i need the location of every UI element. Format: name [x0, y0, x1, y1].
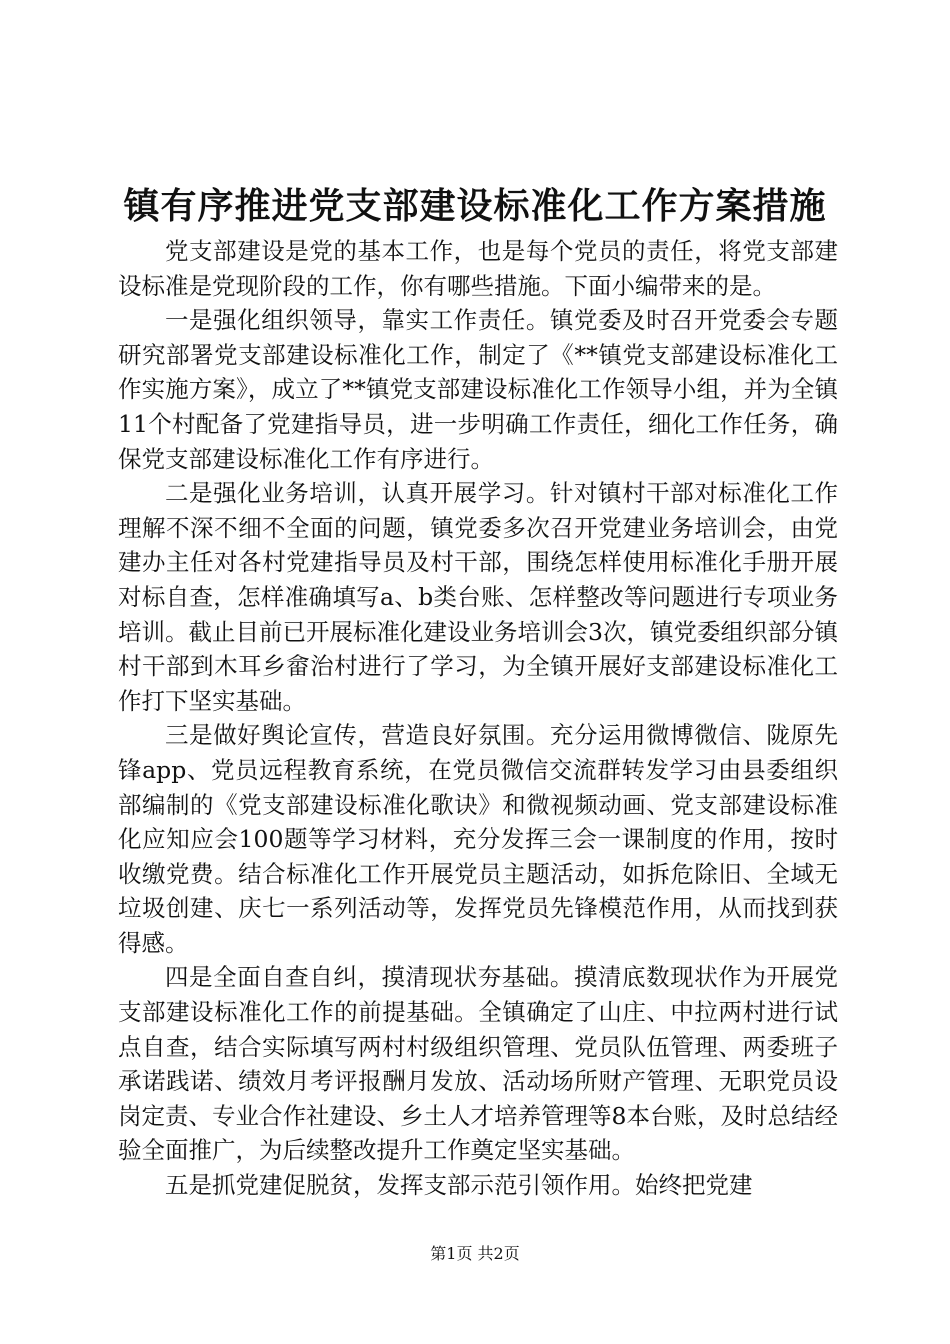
paragraph-poverty-alleviation: 五是抓党建促脱贫，发挥支部示范引领作用。始终把党建	[165, 1171, 753, 1200]
intro-paragraph: 党支部建设是党的基本工作，也是每个党员的责任，将党支部建设标准是党现阶段的工作，你有哪些措施。下面小编带来的是。	[118, 237, 838, 300]
paragraph-training: 二是强化业务培训，认真开展学习。针对镇村干部对标准化工作理解不深不细不全面的问题，镇党委多次召开党建业务培训会，由党建办主任对各村党建指导员及村干部，围绕怎样使用标准化手册开展对标自查，怎样准确填写a、b类台账、怎样整改等问题进行专项业务培训。截止目前已开展标准化建设业务培训会3次，镇党委组织部分镇村干部到木耳乡畲治村进行了学习，为全镇开展好支部建设标准化工作打下坚实基础。	[118, 479, 838, 715]
paragraph-organization: 一是强化组织领导，靠实工作责任。镇党委及时召开党委会专题研究部署党支部建设标准化工作，制定了《**镇党支部建设标准化工作实施方案》，成立了**镇党支部建设标准化工作领导小组，并为全镇11个村配备了党建指导员，进一步明确工作责任，细化工作任务，确保党支部建设标准化工作有序进行。	[118, 306, 838, 473]
page-number-footer: 第1页 共2页	[430, 1244, 520, 1263]
document-body	[118, 234, 838, 1203]
paragraph-publicity: 三是做好舆论宣传，营造良好氛围。充分运用微博微信、陇原先锋app、党员远程教育系统，在党员微信交流群转发学习由县委组织部编制的《党支部建设标准化歌诀》和微视频动画、党支部建设标准化应知应会100题等学习材料，充分发挥三会一课制度的作用，按时收缴党费。结合标准化工作开展党员主题活动，如拆危除旧、全域无垃圾创建、庆七一系列活动等，发挥党员先锋模范作用，从而找到获得感。	[118, 721, 838, 957]
paragraph-self-inspection: 四是全面自查自纠，摸清现状夯基础。摸清底数现状作为开展党支部建设标准化工作的前提基础。全镇确定了山庄、中拉两村进行试点自查，结合实际填写两村村级组织管理、党员队伍管理、两委班子承诺践诺、绩效月考评报酬月发放、活动场所财产管理、无职党员设岗定责、专业合作社建设、乡土人才培养管理等8本台账，及时总结经验全面推广，为后续整改提升工作奠定坚实基础。	[118, 963, 838, 1165]
document-title: 镇有序推进党支部建设标准化工作方案措施	[123, 185, 827, 227]
